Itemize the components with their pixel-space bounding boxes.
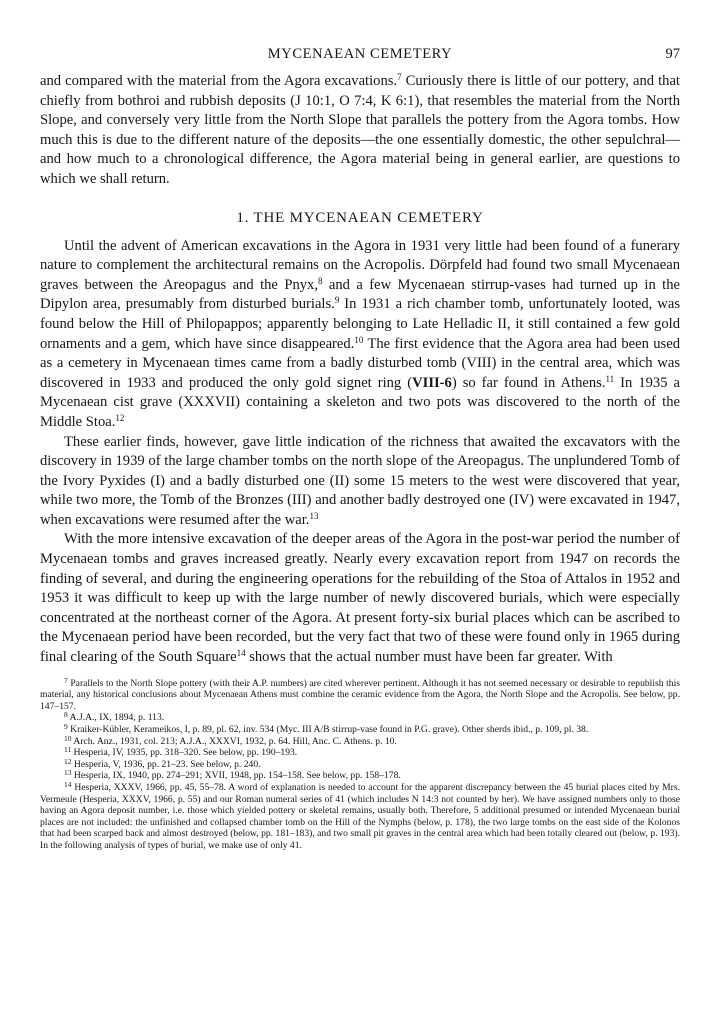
running-title: MYCENAEAN CEMETERY <box>267 46 453 62</box>
footnote: $^{12}$ Hesperia, V, 1936, pp. 21–23. See below, p. 240. <box>64 756 261 770</box>
footnote-ref: 12 <box>115 412 125 423</box>
intro-paragraph: and compared with the material from the Agora excavations.$^7$ Curiously there is little of our pottery, and that chiefly from bothroi and rubbish deposits (J 10:1, O 7:4, K 6:1), that resembles the material from the North Slope, and conversely very little from the North Slope that parallels the pottery from the Agora tombs. How much this is due to the different nature of the deposits—the one essentially domestic, the other sepulchral—and how much to a chronological difference, the Agora material being in general earlier, are questions to which we shall return. <box>40 72 680 187</box>
footnote-ref: 7 <box>397 72 402 82</box>
document-page <box>40 46 680 852</box>
running-header <box>40 46 680 72</box>
footnote-ref: 14 <box>236 648 246 659</box>
footnote-ref: 9 <box>334 295 340 306</box>
footnote: $^{13}$ Hesperia, IX, 1940, pp. 274–291; XVII, 1948, pp. 154–158. See below, pp. 158–178. <box>64 768 401 782</box>
page-number: 97 <box>665 46 680 62</box>
paragraph-1: Until the advent of American excavations in the Agora in 1931 very little had been found of a funerary nature to complement the architectural remains on the Acropolis. Dörpfeld had found two small Mycenaean graves between the Areopagus and the Pnyx,$^8$ and a few Mycenaean stirrup-vases had turned up in the Dipylon area, presumably from disturbed burials.$^9$ In 1931 a rich chamber tomb, unfortunately looted, was found below the Hill of Philopappos; apparently belonging to Late Helladic II, it still contained a few gold ornaments and a gem, which have since disappeared.$^{10}$ The first evidence that the Agora area had been used as a cemetery in Mycenaean times came from a badly disturbed tomb (VIII) in the central area, which was discovered in 1933 and produced the only gold signet ring (VIII-6) so far found in Athens.$^{11}$ In 1935 a Mycenaean cist grave (XXXVII) containing a skeleton and two pots was discovered to the north of the Middle Stoa.$^{12}$ <box>40 237 680 430</box>
section-heading: 1. THE MYCENAEAN CEMETERY <box>236 209 484 226</box>
footnote-ref: 8 <box>317 275 323 286</box>
paragraph-3: With the more intensive excavation of the deeper areas of the Agora in the post-war period the number of Mycenaean tombs and graves increased greatly. Nearly every excavation report from 1947 on records the finding of several, and during the engineering operations for the rebuilding of the Stoa of Attalos in 1952 and 1953 it was difficult to keep up with the large number of newly discovered burials, which were especially concentrated at the northeast corner of the Agora. At present forty-six burial places which can be ascribed to the Mycenaean period have been recorded, but the very fact that two of these were found only in 1965 during final clearing of the South Square$^{14}$ shows that the actual number must have been far greater. With <box>40 531 680 666</box>
footnote-ref: 10 <box>354 334 364 345</box>
footnote: $^{11}$ Hesperia, IV, 1935, pp. 318–320. See below, pp. 190–193. <box>64 745 298 759</box>
paragraph-2: These earlier finds, however, gave little indication of the richness that awaited the excavators with the discovery in 1939 of the large chamber tombs on the north slope of the Areopagus. The unplundered Tomb of the Ivory Pyxides (I) and a badly disturbed one (II) some 15 meters to the west were discovered that year, while two more, the Tomb of the Bronzes (III) and another badly destroyed one (IV) were excavated in 1947, when excavations were resumed after the war.$^{13}$ <box>40 433 680 528</box>
footnote-ref: 13 <box>309 510 319 521</box>
footnote: $^{14}$ Hesperia, XXXV, 1966, pp. 45, 55–78. A word of explanation is needed to account for the apparent discrepancy between the 45 burial places cited by Mrs. Vermeule (Hesperia, XXXV, 1966, p. 55) and our Roman numeral series of 41 (which includes N 14:3 not counted by her). We have assigned numbers only to those having an Agora deposit number, i.e. those which yielded pottery or skeletal remains, usually both. Therefore, 5 additional presumed or intended Mycenaean burial places are not included: the unfinished and collapsed chamber tomb on the Hill of the Nymphs (below, p. 178), the two large tombs on the east side of the Kolonos that had been scarped back and almost destroyed (below, pp. 181–183), and two small pit graves in the central area which had been totally cleared out (below, p. 193). In the following analysis of types of burial, we make use of only 41. <box>40 779 680 851</box>
footnote-ref: 11 <box>605 373 615 384</box>
footnote: $^8$ A.J.A., IX, 1894, p. 113. <box>64 710 165 724</box>
footnotes <box>40 675 680 852</box>
catalogue-number: VIII-6 <box>412 374 452 391</box>
footnote: $^{10}$ Arch. Anz., 1931, col. 213; A.J.A., XXXVI, 1932, p. 64. Hill, Anc. C. Athens. p. 10. <box>64 733 397 747</box>
footnote: $^9$ Kraiker-Kübler, Kerameikos, I, p. 89, pl. 62, inv. 534 (Myc. III A/B stirrup-vase found in P.G. grave). Other sherds ibid., p. 109, pl. 38. <box>64 722 589 735</box>
footnote: $^7$ Parallels to the North Slope pottery (with their A.P. numbers) are cited wherever pertinent. Although it has not seemed necessary or desirable to republish this material, any historical conclusions about Mycenaean Athens must combine the ceramic evidence from the Agora, the North Slope and the Acropolis. See below, pp. 147–157. <box>40 675 680 712</box>
